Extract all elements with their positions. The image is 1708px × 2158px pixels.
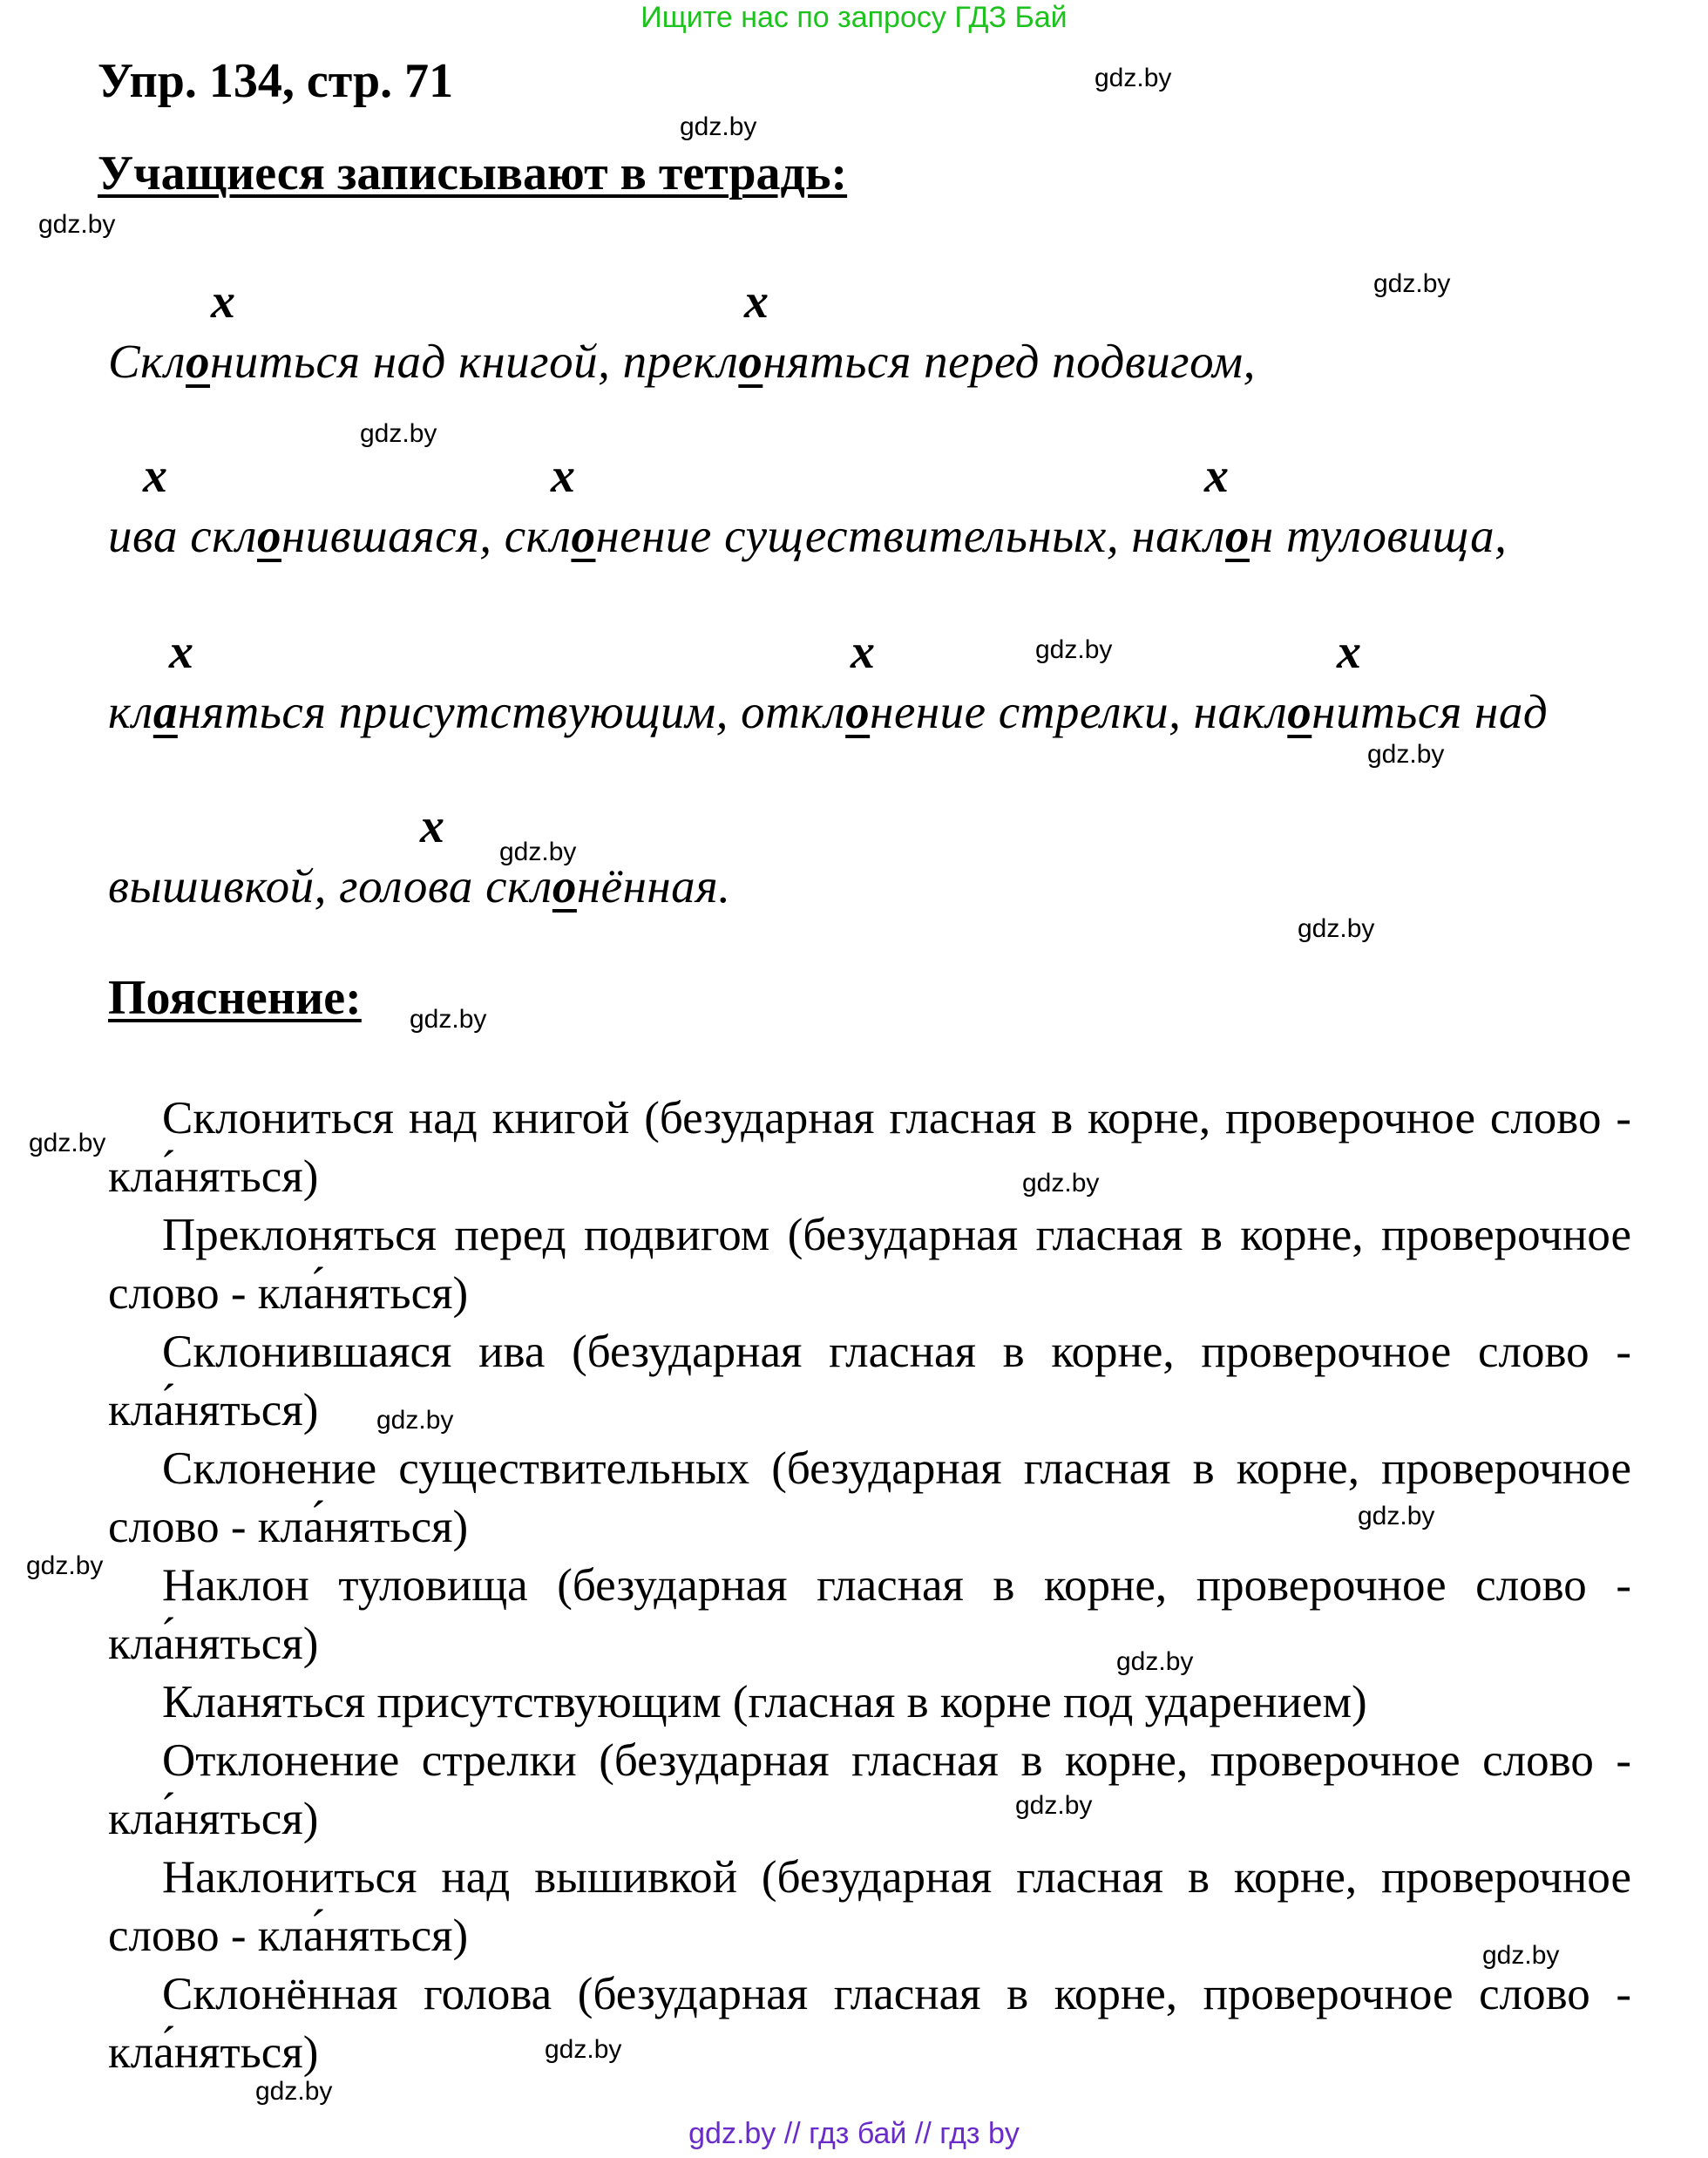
highlighted-vowel: о	[571, 509, 596, 562]
watermark: gdz.by	[1022, 1169, 1100, 1198]
watermark: gdz.by	[29, 1129, 106, 1157]
phrase-text: кл	[108, 685, 153, 738]
phrase-text: н туловища,	[1249, 509, 1508, 562]
unstressed-vowel-mark: x	[744, 275, 769, 329]
highlighted-vowel: о	[845, 685, 871, 738]
phrase-line-2	[108, 506, 1507, 567]
explanation-paragraph: Склонённая голова (безударная гласная в корне, проверочное слово - кла́няться)	[108, 1969, 1631, 2078]
unstressed-vowel-mark: x	[551, 449, 575, 503]
phrase-line-3	[108, 682, 1548, 743]
unstressed-vowel-mark: x	[420, 799, 444, 853]
phrase-text: Скл	[108, 335, 186, 388]
watermark: gdz.by	[1035, 635, 1113, 664]
unstressed-vowel-mark: x	[211, 275, 235, 329]
unstressed-vowel-mark: x	[1337, 625, 1361, 679]
phrase-text: няться перед подвигом,	[762, 335, 1256, 388]
highlighted-vowel: о	[552, 859, 577, 913]
watermark: gdz.by	[1373, 269, 1451, 298]
phrase-text: нение существительных, накл	[595, 509, 1225, 562]
explanation-paragraph: Отклонение стрелки (безударная гласная в корне, проверочное слово - кла́няться)	[108, 1735, 1631, 1844]
page-title: Упр. 134, стр. 71	[98, 54, 454, 108]
watermark: gdz.by	[1095, 64, 1172, 92]
watermark: gdz.by	[499, 838, 577, 866]
watermark: gdz.by	[360, 419, 437, 448]
watermark: gdz.by	[1298, 914, 1375, 943]
highlighted-vowel: о	[1287, 685, 1312, 738]
highlighted-vowel: а	[152, 685, 178, 738]
unstressed-vowel-mark: x	[851, 625, 875, 679]
footer-note: gdz.by // гдз бай // гдз by	[688, 2117, 1020, 2150]
watermark: gdz.by	[255, 2077, 333, 2106]
watermark: gdz.by	[1482, 1941, 1560, 1970]
explanation-paragraph: Склониться над книгой (безударная гласная в корне, проверочное слово - кла́няться)	[108, 1093, 1631, 1202]
watermark: gdz.by	[1367, 740, 1445, 769]
watermark: gdz.by	[410, 1005, 487, 1034]
watermark: gdz.by	[38, 210, 116, 239]
phrase-text: нение стрелки, накл	[870, 685, 1288, 738]
watermark: gdz.by	[1015, 1791, 1093, 1820]
phrase-line-1	[108, 331, 1256, 392]
explanation-paragraph: Наклониться над вышивкой (безударная гласная в корне, проверочное слово - кла́няться)	[108, 1852, 1631, 1961]
watermark: gdz.by	[545, 2035, 622, 2064]
header-note: Ищите нас по запросу ГДЗ Бай	[640, 1, 1068, 34]
unstressed-vowel-mark: x	[169, 625, 193, 679]
watermark: gdz.by	[680, 112, 757, 141]
explanation-paragraph: Наклон туловища (безударная гласная в корне, проверочное слово - кла́няться)	[108, 1560, 1631, 1669]
highlighted-vowel: о	[256, 509, 281, 562]
watermark: gdz.by	[1358, 1502, 1435, 1530]
explanation-paragraph: Склонение существительных (безударная гласная в корне, проверочное слово - кла́няться)	[108, 1443, 1631, 1552]
watermark: gdz.by	[376, 1406, 454, 1435]
phrase-text: ива скл	[108, 509, 257, 562]
phrase-text: нённая.	[576, 859, 731, 913]
phrase-text: нившаяся, скл	[281, 509, 572, 562]
explanation-heading: Пояснение:	[108, 971, 362, 1025]
unstressed-vowel-mark: x	[1204, 449, 1229, 503]
highlighted-vowel: о	[1224, 509, 1250, 562]
watermark: gdz.by	[26, 1551, 104, 1580]
phrase-text: вышивкой, голова скл	[108, 859, 552, 913]
explanation-paragraph: Склонившаяся ива (безударная гласная в корне, проверочное слово - кла́няться)	[108, 1327, 1631, 1435]
unstressed-vowel-mark: x	[143, 449, 167, 503]
watermark: gdz.by	[1116, 1647, 1194, 1676]
phrase-text: няться присутствующим, откл	[177, 685, 846, 738]
phrase-text: ниться над	[1312, 685, 1549, 738]
phrase-text: ниться над книгой, прекл	[210, 335, 739, 388]
phrase-line-4	[108, 856, 730, 917]
section-subtitle: Учащиеся записывают в тетрадь:	[98, 146, 848, 200]
highlighted-vowel: о	[738, 335, 763, 388]
highlighted-vowel: о	[186, 335, 210, 388]
explanation-paragraph: Кланяться присутствующим (гласная в корне под ударением)	[162, 1677, 1367, 1727]
explanation-paragraph: Преклоняться перед подвигом (безударная гласная в корне, проверочное слово - кла́няться)	[108, 1210, 1631, 1319]
